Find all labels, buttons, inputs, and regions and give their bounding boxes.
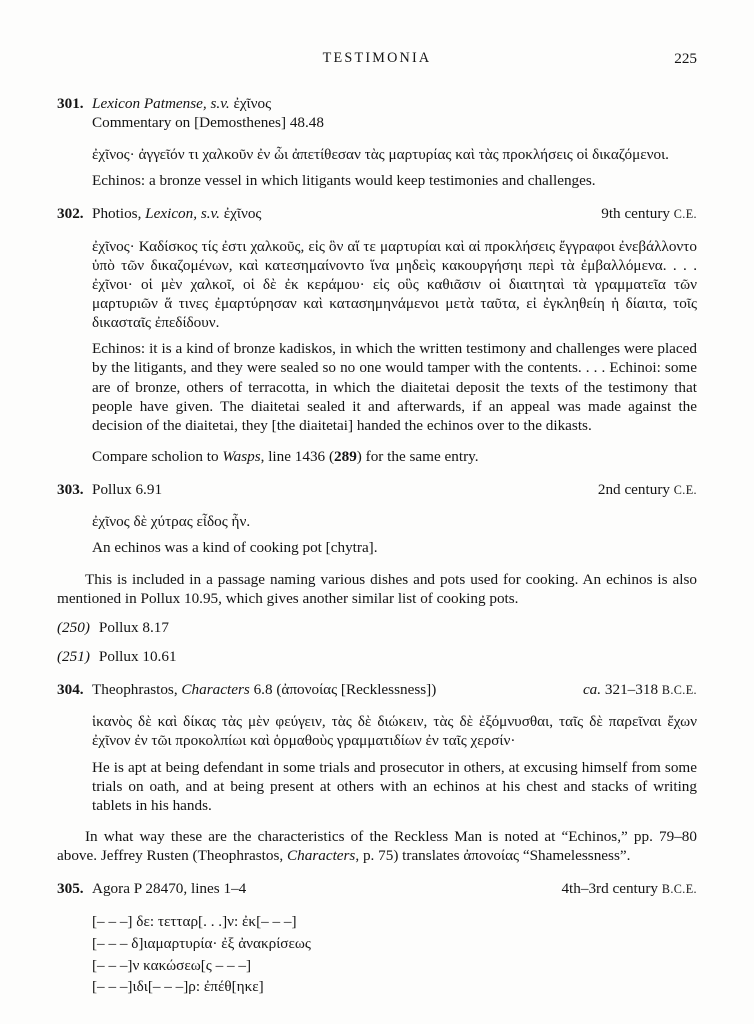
entry-title-italic: Lexicon Patmense, s.v.: [92, 94, 230, 112]
entry-title-post: ἐχῖνος: [219, 205, 262, 223]
entry-number: 303.: [57, 481, 84, 499]
page-number: 225: [674, 50, 697, 67]
entry-heading: [57, 680, 697, 699]
translation-text: He is apt at being defendant in some trials and prosecutor in others, at excusing himself from some trials on oath, and at being present at others with an echinos at his chest and stacks of writing tablets in his hands.: [92, 758, 697, 814]
entry-title: [92, 680, 583, 699]
translation-text: An echinos was a kind of cooking pot [chytra].: [92, 539, 378, 557]
cross-reference-text: Pollux 8.17: [98, 618, 169, 636]
entry-title-post: ἐχῖνος: [229, 94, 272, 112]
cross-reference-label: (250): [57, 618, 90, 636]
note-bold: 289: [334, 448, 357, 465]
entry-305: [57, 879, 697, 996]
note-post: ) for the same entry.: [356, 448, 479, 465]
entry-heading: [57, 94, 697, 113]
epigraphic-text: [92, 912, 697, 996]
entry-date-era: C.E.: [673, 207, 697, 222]
entry-title-pre: Theophrastos,: [92, 681, 182, 699]
commentary-paragraph: [57, 827, 697, 865]
entry-303: [57, 480, 697, 666]
greek-text: ἐχῖνος· Καδίσκος τίς ἐστι χαλκοῦς, εἰς ὃν αἵ τε μαρτυρίαι καὶ αἱ προκλήσεις ἔγγραφοι ἐνεβάλλοντο ὑπὸ τῶν δικαζομένων, καὶ κατεσημαίνοντο ἵνα μηδεὶς κακουργήσηι περὶ τὰ ἐμβαλλόμενα. . . . ἐχῖνοι· οἱ μὲν χαλκοῖ, οἱ δὲ ἐκ κεράμου· εἰς οὓς καθιᾶσιν οἱ διαιτηταὶ τὰ γραμματεῖα τῶν μαρτυριῶν ἅ τινες ἐμαρτύρησαν καὶ κατασημηνάμενοι μετὰ ταῦτα, εἰ ἐγκληθείη ἡ δίαιτα, τοῖς δικασταῖς ἐπεδίδουν.: [92, 237, 697, 332]
entry-title: [92, 879, 561, 898]
entry-heading: [57, 480, 697, 499]
entry-heading: [57, 204, 697, 223]
entry-heading: [57, 879, 697, 898]
entry-date: [561, 879, 697, 898]
greek-text: ἱκανὸς δὲ καὶ δίκας τὰς μὲν φεύγειν, τὰς δὲ διώκειν, τὰς δὲ ἐξόμνυσθαι, ταῖς δὲ παρεῖναι ἔχων ἐχῖνον ἐν τῶι προκολπίωι καὶ ὁρμαθοὺς γραμματιδίων ἐν ταῖς χερσίν·: [92, 713, 697, 750]
entry-date-text: 4th–3rd century: [561, 880, 662, 898]
epigraphic-line: [– – –]ν κακώσεω[ς – – –]: [92, 956, 252, 974]
note-pre: In what way these are the characteristics of the Reckless Man is noted at “Echinos,” pp. 79–80 above. Jeffrey Rusten (Theophrastos,: [57, 827, 697, 865]
entry-title: [92, 480, 598, 499]
entry-302: [57, 204, 697, 466]
entry-date-era: B.C.E.: [661, 683, 697, 698]
entry-title-pre: Pollux 6.91: [92, 481, 163, 499]
entry-title-italic: Characters: [181, 681, 250, 699]
entry-304: [57, 680, 697, 865]
page-header: [57, 48, 697, 68]
greek-text: ἐχῖνος· ἀγγεῖόν τι χαλκοῦν ἐν ὧι ἀπετίθεσαν τὰς μαρτυρίας καὶ τὰς προκλήσεις οἱ δικαζόμενοι.: [92, 146, 669, 164]
entry-number: 304.: [57, 681, 84, 699]
entry-date-text: 9th century: [601, 205, 674, 223]
entry-301: [57, 94, 697, 191]
entry-number: 305.: [57, 880, 84, 898]
entry-date: [598, 480, 697, 499]
epigraphic-line: [– – – δ]ιαμαρτυρία· ἐξ ἀνακρίσεως: [92, 935, 311, 953]
entry-subtitle: Commentary on [Demosthenes] 48.48: [92, 114, 324, 132]
cross-reference: [57, 618, 697, 637]
cross-reference: [57, 647, 697, 666]
entry-date-text: 321–318: [601, 681, 662, 699]
entry-date-era: C.E.: [673, 483, 697, 498]
entry-date-text: 2nd century: [597, 481, 674, 499]
note-mid: , line 1436 (: [260, 448, 335, 465]
entry-title-post: 6.8 (ἀπονοίας [Recklessness]): [249, 681, 437, 699]
cross-reference-note: [57, 447, 697, 466]
entry-date-era: B.C.E.: [661, 882, 697, 897]
entry-number: 301.: [57, 94, 84, 112]
entry-title-italic: Lexicon, s.v.: [145, 205, 220, 223]
entry-number: 302.: [57, 205, 84, 223]
cross-reference-text: Pollux 10.61: [98, 647, 177, 665]
commentary-paragraph: This is included in a passage naming various dishes and pots used for cooking. An echinos is also mentioned in Pollux 10.95, which gives another similar list of cooking pots.: [57, 570, 697, 607]
entry-title: [92, 94, 697, 113]
translation-text: Echinos: it is a kind of bronze kadiskos, in which the written testimony and challenges were placed by the litigants, and they were sealed so no one would tamper with the contents. . . . Echinoi: some are of bronze, others of terracotta, in which the diaitetai deposit the texts of the testimony that people have given. The diaitetai sealed it and afterwards, if an appeal was made against the decision of the diaitetai, they [the diaitetai] handed the echinos over to the dikasts.: [92, 340, 697, 434]
note-pre: Compare scholion to: [92, 448, 223, 465]
epigraphic-line: [– – –]ιδι[– – –]ρ: ἐπέθ[ηκε]: [92, 978, 264, 996]
entry-title-pre: Agora P 28470, lines 1–4: [92, 880, 247, 898]
running-head: TESTIMONIA: [322, 50, 432, 66]
cross-reference-label: (251): [57, 647, 90, 665]
entry-title: [92, 204, 601, 223]
entry-title-pre: Photios,: [92, 205, 146, 223]
greek-text: ἐχῖνος δὲ χύτρας εἶδος ἦν.: [92, 513, 251, 531]
note-post: , p. 75) translates ἀπονοίας “Shamelessness”.: [355, 847, 631, 865]
entry-date: [583, 680, 697, 699]
epigraphic-line: [– – –] δε: τετταρ[. . .]ν: ἐκ[– – –]: [92, 913, 297, 931]
entry-date: [601, 204, 697, 223]
note-italic: Wasps: [222, 448, 261, 465]
translation-text: Echinos: a bronze vessel in which litigants would keep testimonies and challenges.: [92, 172, 596, 190]
entry-date-prefix: ca.: [582, 681, 602, 699]
note-italic: Characters: [287, 847, 356, 865]
